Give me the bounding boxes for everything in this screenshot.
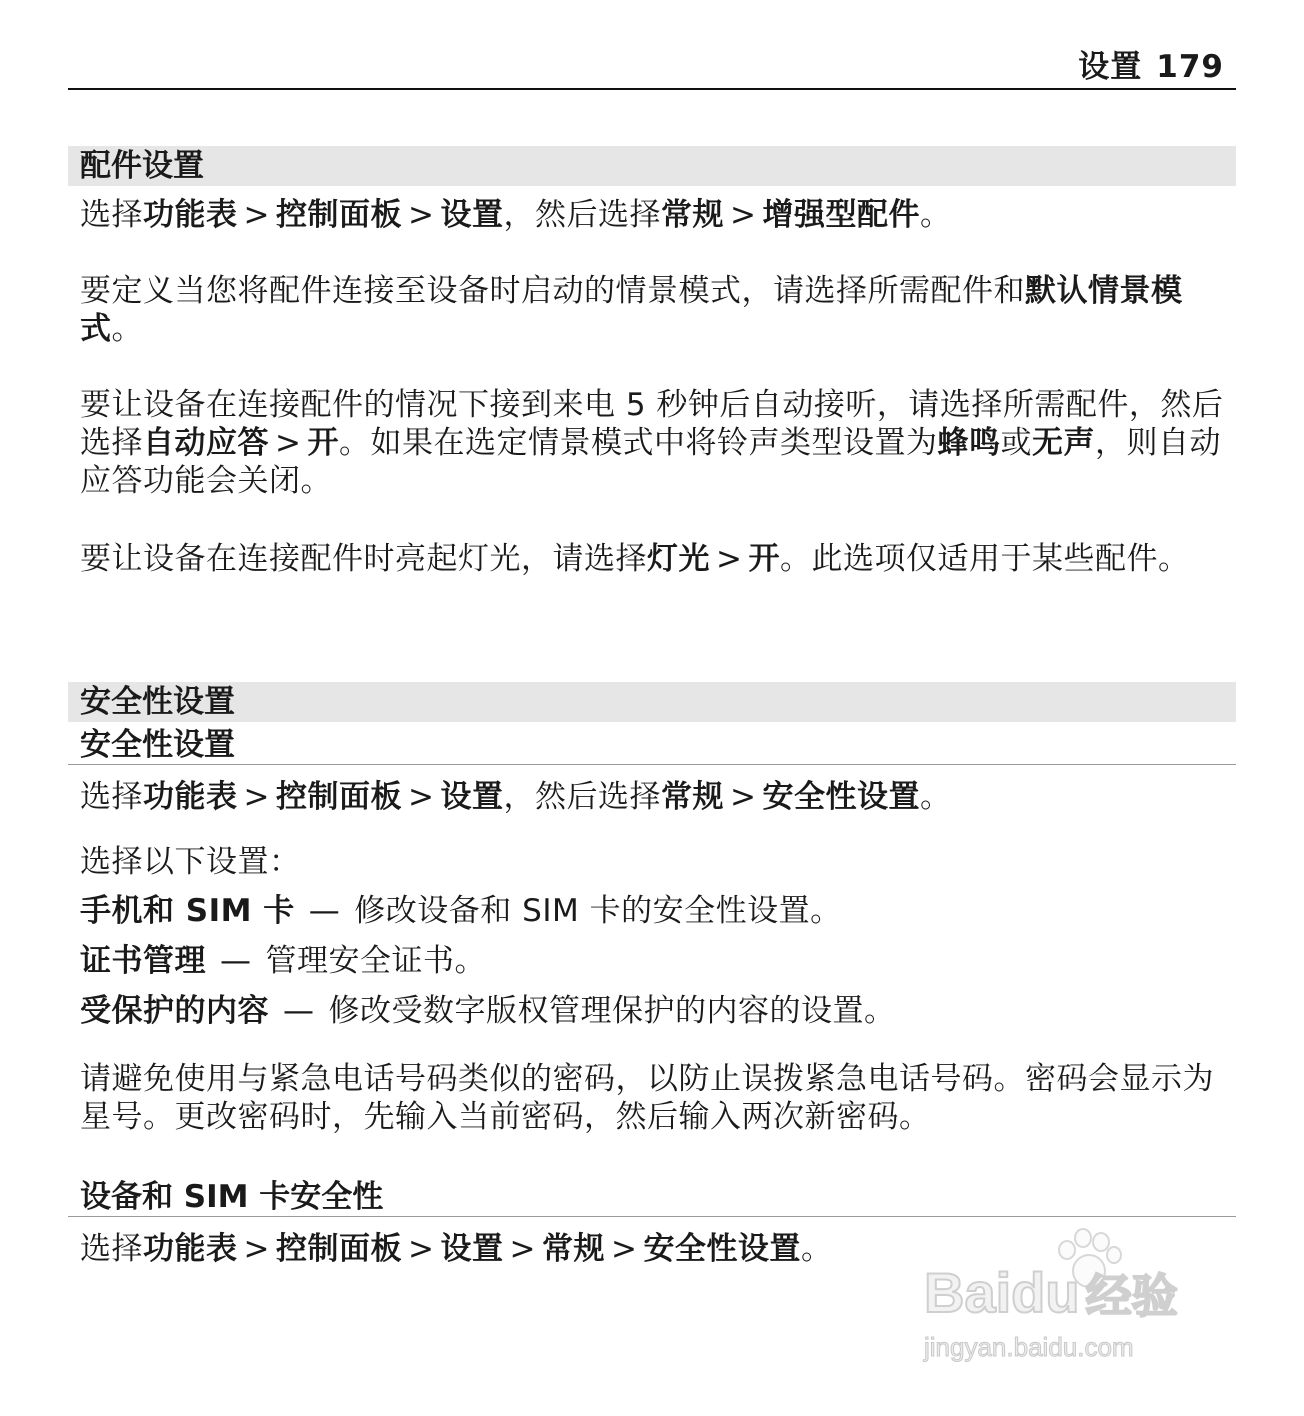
text: 选择 [80,1231,143,1267]
text: 。 [800,1231,833,1267]
path-separator: > [729,779,757,815]
menu-term: 常规 [660,779,724,815]
menu-term: 开 [748,541,780,577]
path-separator: > [610,1231,638,1267]
path-separator: > [509,1231,536,1267]
text: 或 [1000,425,1032,461]
menu-term: 设置 [440,197,504,233]
menu-term: 常规 [660,197,724,233]
setting-item [80,992,1226,1030]
menu-term: 功能表 [143,1231,238,1267]
path-separator: > [243,197,270,233]
sec2-intro: 选择以下设置： [80,844,301,880]
menu-term: 控制面板 [275,779,402,815]
menu-term: 常规 [541,1231,605,1267]
watermark-url: jingyan.baidu.com [924,1332,1134,1362]
em-dash: — [283,993,315,1029]
setting-term: 手机和 SIM 卡 [80,893,295,929]
subsection-title-device-sim: 设备和 SIM 卡安全性 [80,1179,384,1215]
text: 要定义当您将配件连接至设备时启动的情景模式，请选择所需配件和 [80,273,1025,309]
text: 。 [919,197,952,233]
subsection-security [68,726,1236,765]
header-text [1064,48,1224,86]
setting-description: 管理安全证书。 [265,943,486,979]
section-band-accessory [68,146,1236,186]
setting-description: 修改设备和 SIM 卡的安全性设置。 [354,893,842,929]
path-separator: > [716,541,743,577]
menu-term: 功能表 [143,197,238,233]
baidu-watermark [924,1220,1224,1370]
em-dash: — [220,943,252,979]
watermark-logo-text [924,1260,1178,1326]
path-separator: > [407,779,435,815]
menu-term: 无声 [1031,425,1095,461]
header-title: 设置 [1078,49,1143,85]
sec1-default-profile-paragraph [80,272,1226,348]
path-separator: > [243,779,270,815]
setting-description: 修改受数字版权管理保护的内容的设置。 [328,993,896,1029]
menu-term: 安全性设置 [762,779,920,815]
menu-term: 控制面板 [275,197,402,233]
path-separator: > [275,425,302,461]
sec1-auto-answer-paragraph [80,386,1226,500]
path-separator: > [407,1231,435,1267]
menu-term: 蜂鸣 [937,425,1001,461]
sec2-path-paragraph [80,778,1226,816]
running-header [68,44,1236,90]
watermark-label: 经验 [1085,1270,1178,1322]
text: 。 [919,779,952,815]
menu-term: 自动应答 [143,425,269,461]
menu-term: 默认情景模式 [80,273,1183,347]
setting-term: 受保护的内容 [80,993,269,1029]
text: ，然后选择 [503,779,661,815]
menu-term: 安全性设置 [643,1231,801,1267]
menu-term: 灯光 [647,541,710,577]
setting-term: 证书管理 [80,943,206,979]
path-separator: > [729,197,757,233]
text: 。此选项仅适用于某些配件。 [779,541,1190,577]
menu-term: 控制面板 [275,1231,402,1267]
section-title-accessory: 配件设置 [80,148,204,184]
page-number: 179 [1156,49,1224,85]
text: 。 [111,311,143,347]
em-dash: — [308,893,341,929]
text: ，则自动应答功能会关闭。 [80,425,1221,499]
sec1-path-paragraph [80,196,1226,234]
path-separator: > [407,197,435,233]
text: 要让设备在连接配件的情况下接到来电 5 秒钟后自动接听，请选择所需配件，然后选择 [80,387,1224,461]
text: ，然后选择 [503,197,661,233]
section-band-security [68,682,1236,722]
sec1-lights-paragraph [80,540,1226,578]
subsection-device-sim [68,1178,1236,1217]
menu-term: 功能表 [143,779,238,815]
text: 要让设备在连接配件时亮起灯光，请选择 [80,541,647,577]
menu-term: 设置 [440,779,504,815]
setting-item [80,892,1226,930]
sec2-password-note: 请避免使用与紧急电话号码类似的密码，以防止误拨紧急电话号码。密码会显示为星号。更改密码时，先输入当前密码，然后输入两次新密码。 [80,1061,1214,1135]
text: 选择 [80,197,143,233]
menu-term: 设置 [440,1231,504,1267]
setting-item [80,942,1226,980]
watermark-brand: Bai [924,1261,1012,1324]
subsection-title-security: 安全性设置 [80,727,235,763]
section-title-security: 安全性设置 [80,684,235,720]
watermark-brand: du [1011,1261,1080,1324]
text: 。如果在选定情景模式中将铃声类型设置为 [338,425,938,461]
menu-term: 开 [307,425,339,461]
text: 选择 [80,779,143,815]
path-separator: > [243,1231,270,1267]
menu-term: 增强型配件 [762,197,920,233]
